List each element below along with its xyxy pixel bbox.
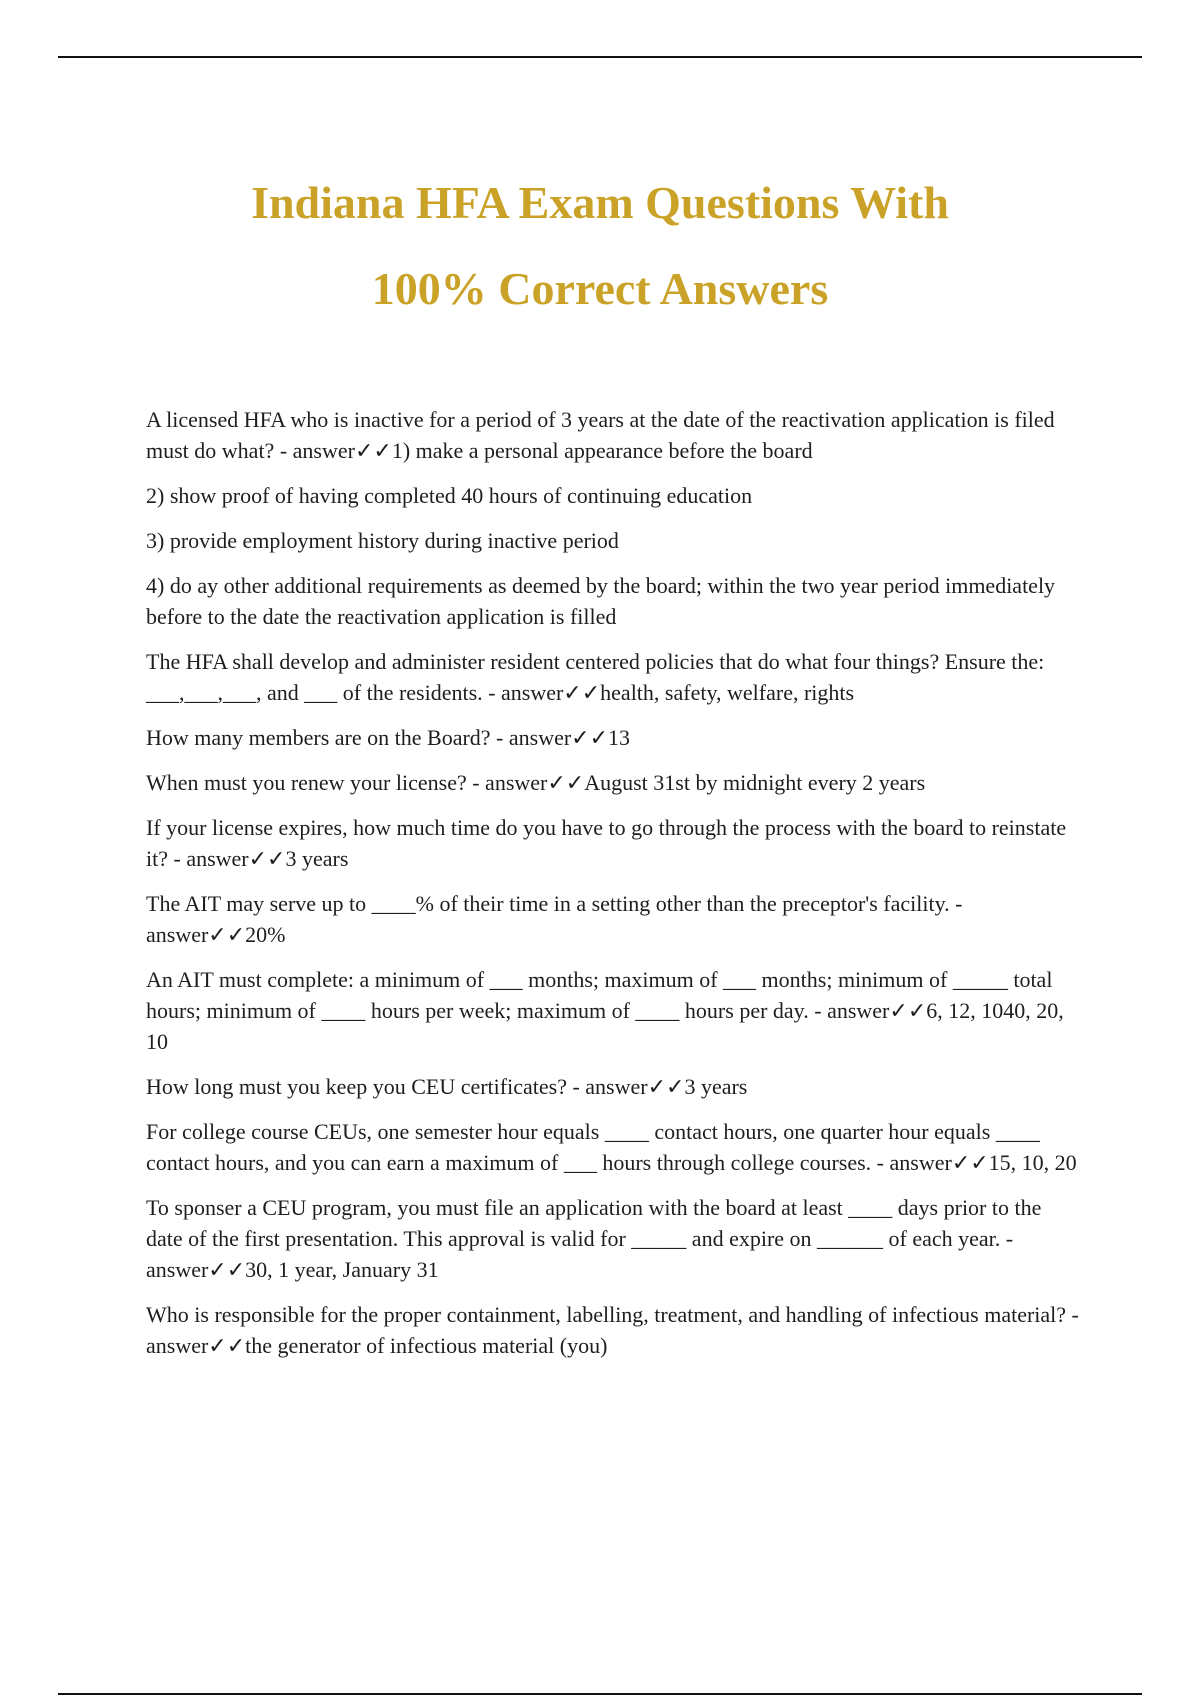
paragraph-1: A licensed HFA who is inactive for a period of 3 years at the date of the reactivation application is filed must do what? - answer✓✓1) make a personal appearance before the board: [146, 407, 1055, 463]
title-line-1: Indiana HFA Exam Questions With: [251, 177, 949, 228]
paragraph-4: 4) do ay other additional requirements as deemed by the board; within the two year period immediately before to the date the reactivation application is filled: [146, 573, 1056, 629]
paragraph-8: If your license expires, how much time do you have to go through the process with the board to reinstate it? - answer✓✓3 years: [146, 815, 1067, 871]
paragraph-7: When must you renew your license? - answer✓✓August 31st by midnight every 2 years: [146, 770, 926, 795]
paragraph-11: How long must you keep you CEU certificates? - answer✓✓3 years: [146, 1074, 748, 1099]
bottom-rule: [58, 1693, 1142, 1695]
paragraph-10: An AIT must complete: a minimum of ___ months; maximum of ___ months; minimum of _____ total hours; minimum of ____ hours per week; maximum of ____ hours per day. - answer✓✓6, 12, 1040, 20, 10: [146, 967, 1064, 1054]
document-body: [146, 404, 1080, 1375]
title-line-2: 100% Correct Answers: [371, 263, 829, 314]
paragraph-9: The AIT may serve up to ____% of their time in a setting other than the preceptor's facility. - answer✓✓20%: [146, 891, 963, 947]
document-title: [0, 160, 1200, 332]
paragraph-2: 2) show proof of having completed 40 hours of continuing education: [146, 483, 753, 508]
paragraph-12: For college course CEUs, one semester hour equals ____ contact hours, one quarter hour equals ____ contact hours, and you can earn a maximum of ___ hours through college courses. - answer✓✓15, 10, 20: [146, 1119, 1077, 1175]
paragraph-6: How many members are on the Board? - answer✓✓13: [146, 725, 631, 750]
paragraph-14: Who is responsible for the proper containment, labelling, treatment, and handling of infectious material? - answer✓✓the generator of infectious material (you): [146, 1302, 1079, 1358]
paragraph-3: 3) provide employment history during inactive period: [146, 528, 619, 553]
paragraph-5: The HFA shall develop and administer resident centered policies that do what four things? Ensure the: ___,___,___, and ___ of the residents. - answer✓✓health, safety, welfare, rights: [146, 649, 1045, 705]
top-rule: [58, 56, 1142, 58]
paragraph-13: To sponser a CEU program, you must file an application with the board at least ____ days prior to the date of the first presentation. This approval is valid for _____ and expire on ______ of each year. - answer✓✓30, 1 year, January 31: [146, 1195, 1042, 1282]
